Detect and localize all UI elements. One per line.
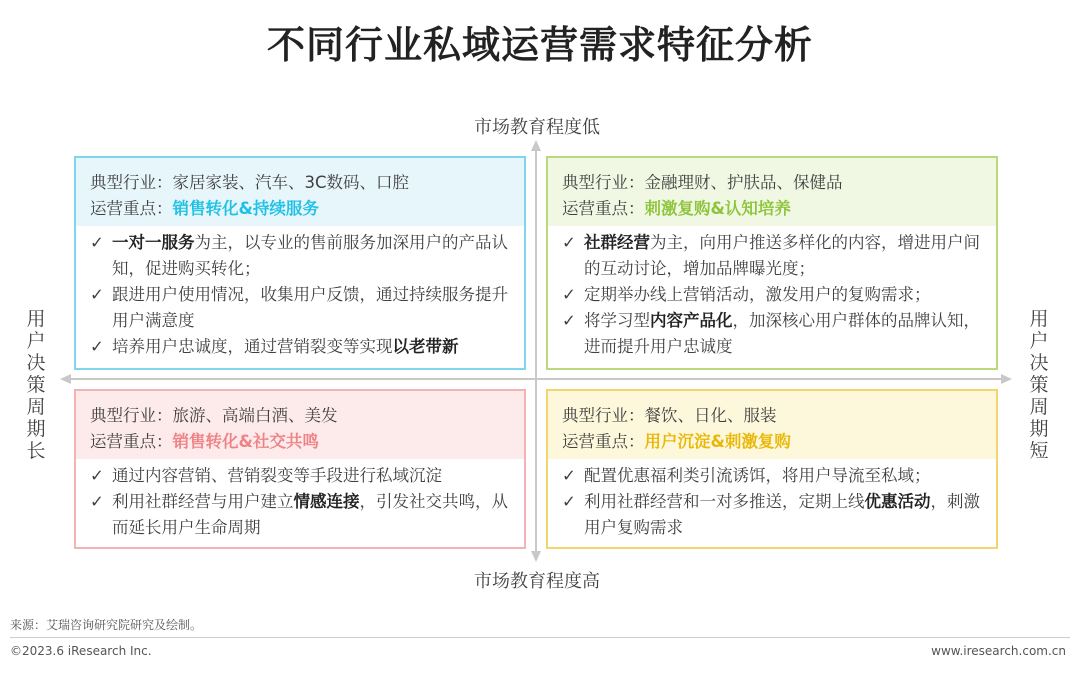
list-item bbox=[562, 282, 982, 308]
check-icon: ✓ bbox=[90, 337, 104, 356]
axis-label-right: 用户决策周期短 bbox=[1029, 308, 1049, 462]
focus-row bbox=[90, 196, 510, 222]
list-item bbox=[90, 334, 510, 360]
footer-divider bbox=[10, 637, 1070, 638]
quadrant-header bbox=[548, 391, 996, 459]
focus-label: 运营重点： bbox=[562, 432, 645, 451]
item-text: ，加深核心用户群体的品牌认知，进而提升用户忠诚度 bbox=[584, 311, 980, 356]
item-bold-text: 内容产品化 bbox=[650, 311, 733, 330]
list-item bbox=[562, 489, 982, 541]
check-icon: ✓ bbox=[562, 466, 576, 485]
item-bold-text: 一对一服务 bbox=[112, 233, 195, 252]
arrow-down-icon bbox=[531, 551, 541, 562]
industry-list: 餐饮、日化、服装 bbox=[644, 406, 777, 425]
focus-row bbox=[90, 429, 510, 455]
item-text: 通过内容营销、营销裂变等手段进行私域沉淀 bbox=[112, 466, 442, 485]
item-text: 为主，以专业的售前服务加深用户的产品认知，促进购买转化； bbox=[112, 233, 508, 278]
quadrant-top-right bbox=[546, 156, 998, 370]
focus-text: 刺激复购&认知培养 bbox=[644, 199, 791, 218]
focus-text: 销售转化&社交共鸣 bbox=[172, 432, 319, 451]
industry-row bbox=[90, 170, 510, 196]
axis-label-left: 用户决策周期长 bbox=[26, 308, 46, 462]
focus-label: 运营重点： bbox=[562, 199, 645, 218]
quadrant-top-left bbox=[74, 156, 526, 370]
focus-row bbox=[562, 429, 982, 455]
quadrant-items bbox=[548, 459, 996, 541]
list-item bbox=[90, 463, 510, 489]
axis-label-top: 市场教育程度低 bbox=[474, 117, 600, 138]
item-text: 为主，向用户推送多样化的内容，增进用户间的互动讨论，增加品牌曝光度； bbox=[584, 233, 980, 278]
industry-label: 典型行业： bbox=[562, 406, 645, 425]
item-text: ，引发社交共鸣，从而延长用户生命周期 bbox=[112, 492, 508, 537]
check-icon: ✓ bbox=[90, 466, 104, 485]
item-text: 定期举办线上营销活动，激发用户的复购需求； bbox=[584, 285, 931, 304]
industry-row bbox=[562, 170, 982, 196]
item-bold-text: 优惠活动 bbox=[864, 492, 931, 511]
item-bold-text: 以老带新 bbox=[392, 337, 459, 356]
check-icon: ✓ bbox=[90, 492, 104, 511]
item-text: 配置优惠福利类引流诱饵，将用户导流至私域； bbox=[584, 466, 931, 485]
list-item bbox=[562, 308, 982, 360]
item-text: 利用社群经营与用户建立 bbox=[112, 492, 294, 511]
item-text: 将学习型 bbox=[584, 311, 650, 330]
item-text: 培养用户忠诚度，通过营销裂变等实现 bbox=[112, 337, 393, 356]
list-item bbox=[562, 230, 982, 282]
quadrant-bottom-right bbox=[546, 389, 998, 549]
industry-list: 旅游、高端白酒、美发 bbox=[172, 406, 338, 425]
axis-label-bottom: 市场教育程度高 bbox=[474, 571, 600, 592]
item-bold-text: 情感连接 bbox=[293, 492, 360, 511]
industry-label: 典型行业： bbox=[562, 173, 645, 192]
item-text: 跟进用户使用情况，收集用户反馈，通过持续服务提升用户满意度 bbox=[112, 285, 508, 330]
check-icon: ✓ bbox=[562, 311, 576, 330]
industry-row bbox=[90, 403, 510, 429]
industry-label: 典型行业： bbox=[90, 406, 173, 425]
arrow-left-icon bbox=[60, 374, 71, 384]
quadrant-bottom-left bbox=[74, 389, 526, 549]
website-link[interactable]: www.iresearch.com.cn bbox=[931, 644, 1066, 658]
check-icon: ✓ bbox=[90, 285, 104, 304]
list-item bbox=[90, 489, 510, 541]
list-item bbox=[90, 230, 510, 282]
focus-label: 运营重点： bbox=[90, 432, 173, 451]
quadrant-items bbox=[76, 459, 524, 541]
source-note: 来源：艾瑞咨询研究院研究及绘制。 bbox=[10, 618, 203, 632]
quadrant-header bbox=[76, 158, 524, 226]
check-icon: ✓ bbox=[90, 233, 104, 252]
list-item bbox=[562, 463, 982, 489]
check-icon: ✓ bbox=[562, 285, 576, 304]
industry-list: 家居家装、汽车、3C数码、口腔 bbox=[172, 173, 410, 192]
industry-label: 典型行业： bbox=[90, 173, 173, 192]
list-item bbox=[90, 282, 510, 334]
focus-label: 运营重点： bbox=[90, 199, 173, 218]
quadrant-header bbox=[76, 391, 524, 459]
item-text: 利用社群经营和一对多推送，定期上线 bbox=[584, 492, 865, 511]
industry-row bbox=[562, 403, 982, 429]
check-icon: ✓ bbox=[562, 492, 576, 511]
item-text: ，刺激用户复购需求 bbox=[584, 492, 980, 537]
quadrant-header bbox=[548, 158, 996, 226]
check-icon: ✓ bbox=[562, 233, 576, 252]
page-title: 不同行业私域运营需求特征分析 bbox=[266, 23, 813, 67]
quadrant-items bbox=[548, 226, 996, 360]
quadrant-items bbox=[76, 226, 524, 360]
arrow-right-icon bbox=[1001, 374, 1012, 384]
focus-text: 用户沉淀&刺激复购 bbox=[644, 432, 791, 451]
arrow-up-icon bbox=[531, 140, 541, 151]
industry-list: 金融理财、护肤品、保健品 bbox=[644, 173, 843, 192]
item-bold-text: 社群经营 bbox=[584, 233, 650, 252]
focus-row bbox=[562, 196, 982, 222]
copyright: ©2023.6 iResearch Inc. bbox=[10, 644, 152, 658]
focus-text: 销售转化&持续服务 bbox=[172, 199, 319, 218]
